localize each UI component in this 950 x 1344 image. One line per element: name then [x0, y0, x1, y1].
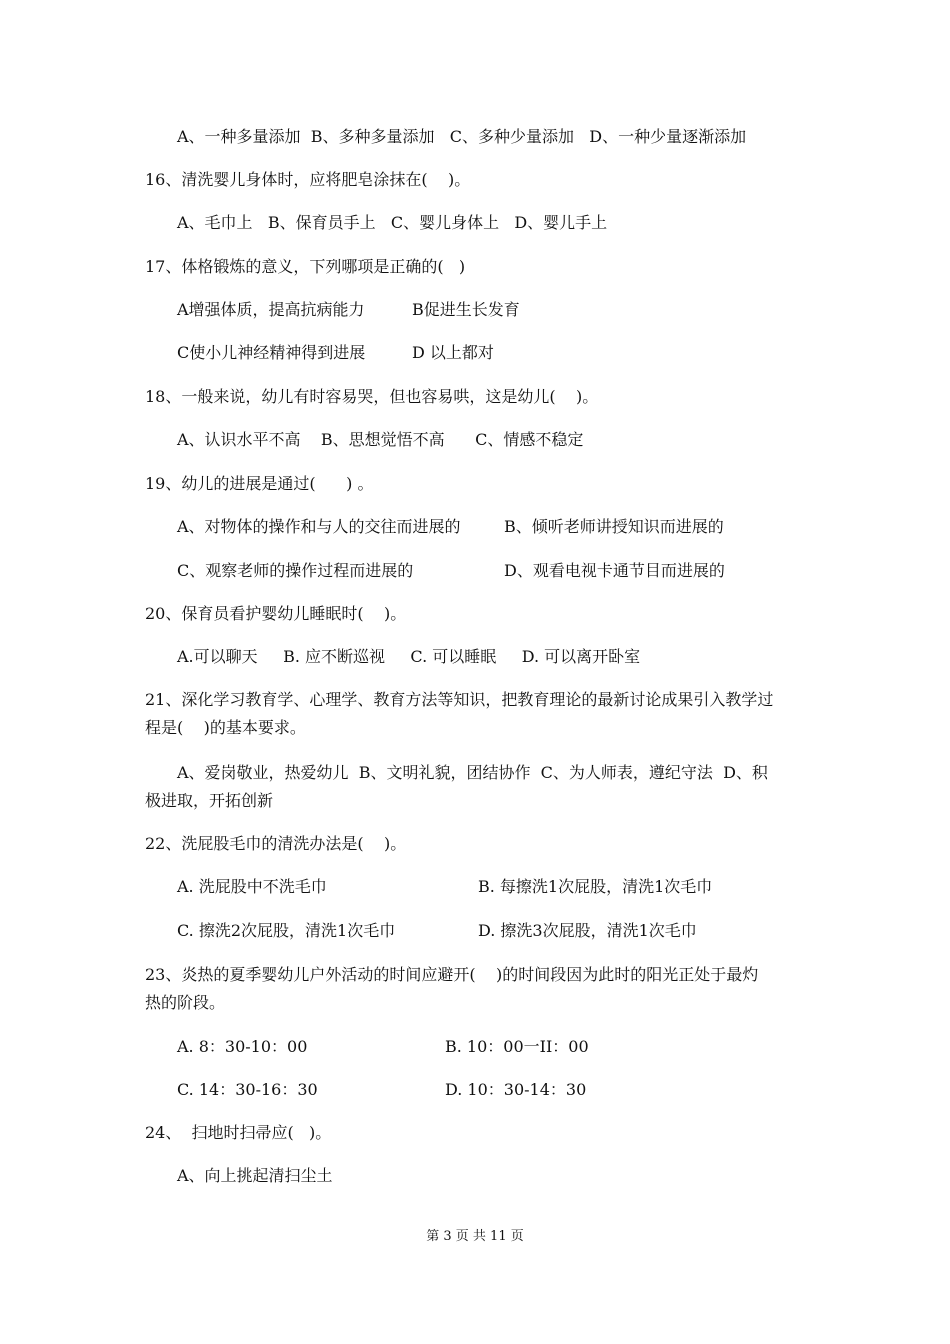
- q23-option-d: D. 10：30-14：30: [445, 1080, 587, 1099]
- q23-stem-line2: 热的阶段。: [145, 993, 226, 1012]
- q19-option-c: C、观察老师的操作过程而进展的: [177, 561, 414, 580]
- q18-options: A、认识水平不高 B、思想觉悟不高 C、情感不稳定: [177, 430, 584, 449]
- q21-stem-line1: 21、深化学习教育学、心理学、教育方法等知识，把教育理论的最新讨论成果引入教学过: [145, 690, 774, 709]
- q21-stem-line2: 程是( )的基本要求。: [145, 718, 306, 737]
- q16-options: A、毛巾上 B、保育员手上 C、婴儿身体上 D、婴儿手上: [177, 213, 608, 232]
- q18-stem: 18、一般来说，幼儿有时容易哭，但也容易哄，这是幼儿( )。: [145, 387, 599, 406]
- q23-stem-line1: 23、炎热的夏季婴幼儿户外活动的时间应避开( )的时间段因为此时的阳光正处于最灼: [145, 965, 759, 984]
- q19-option-b: B、倾听老师讲授知识而进展的: [504, 517, 724, 536]
- q22-stem: 22、洗屁股毛巾的清洗办法是( )。: [145, 834, 407, 853]
- q23-option-a: A. 8：30-10：00: [177, 1037, 308, 1056]
- q17-option-a: A增强体质，提高抗病能力: [177, 300, 365, 319]
- q16-stem: 16、清洗婴儿身体时，应将肥皂涂抹在( )。: [145, 170, 471, 189]
- q20-stem: 20、保育员看护婴幼儿睡眠时( )。: [145, 604, 407, 623]
- q21-options-line2: 极进取，开拓创新: [145, 791, 274, 810]
- q20-options: A.可以聊天 B. 应不断巡视 C. 可以睡眠 D. 可以离开卧室: [177, 647, 641, 666]
- q17-option-d: D 以上都对: [412, 343, 494, 362]
- q15-options: A、一种多量添加 B、多种多量添加 C、多种少量添加 D、一种少量逐渐添加: [177, 127, 747, 146]
- q22-option-d: D. 擦洗3次屁股，清洗1次毛巾: [478, 921, 697, 940]
- q17-stem: 17、体格锻炼的意义，下列哪项是正确的( ): [145, 257, 466, 276]
- q23-option-b: B. 10：00一II：00: [445, 1037, 589, 1056]
- q19-option-d: D、观看电视卡通节目而进展的: [504, 561, 725, 580]
- q19-option-a: A、对物体的操作和与人的交往而进展的: [177, 517, 461, 536]
- q21-options-line1: A、爱岗敬业，热爱幼儿 B、文明礼貌，团结协作 C、为人师表，遵纪守法 D、积: [177, 763, 768, 782]
- q22-option-b: B. 每擦洗1次屁股，清洗1次毛巾: [478, 877, 713, 896]
- q22-option-c: C. 擦洗2次屁股，清洗1次毛巾: [177, 921, 396, 940]
- q19-stem: 19、幼儿的进展是通过( ) 。: [145, 474, 374, 493]
- q17-option-b: B促进生长发育: [412, 300, 520, 319]
- q17-option-c: C使小儿神经精神得到进展: [177, 343, 366, 362]
- page-number: 第 3 页 共 11 页: [426, 1229, 524, 1244]
- q24-stem: 24、 扫地时扫帚应( )。: [145, 1123, 332, 1142]
- q23-option-c: C. 14：30-16：30: [177, 1080, 318, 1099]
- q22-option-a: A. 洗屁股中不洗毛巾: [177, 877, 327, 896]
- q24-option-a: A、向上挑起清扫尘土: [177, 1166, 333, 1185]
